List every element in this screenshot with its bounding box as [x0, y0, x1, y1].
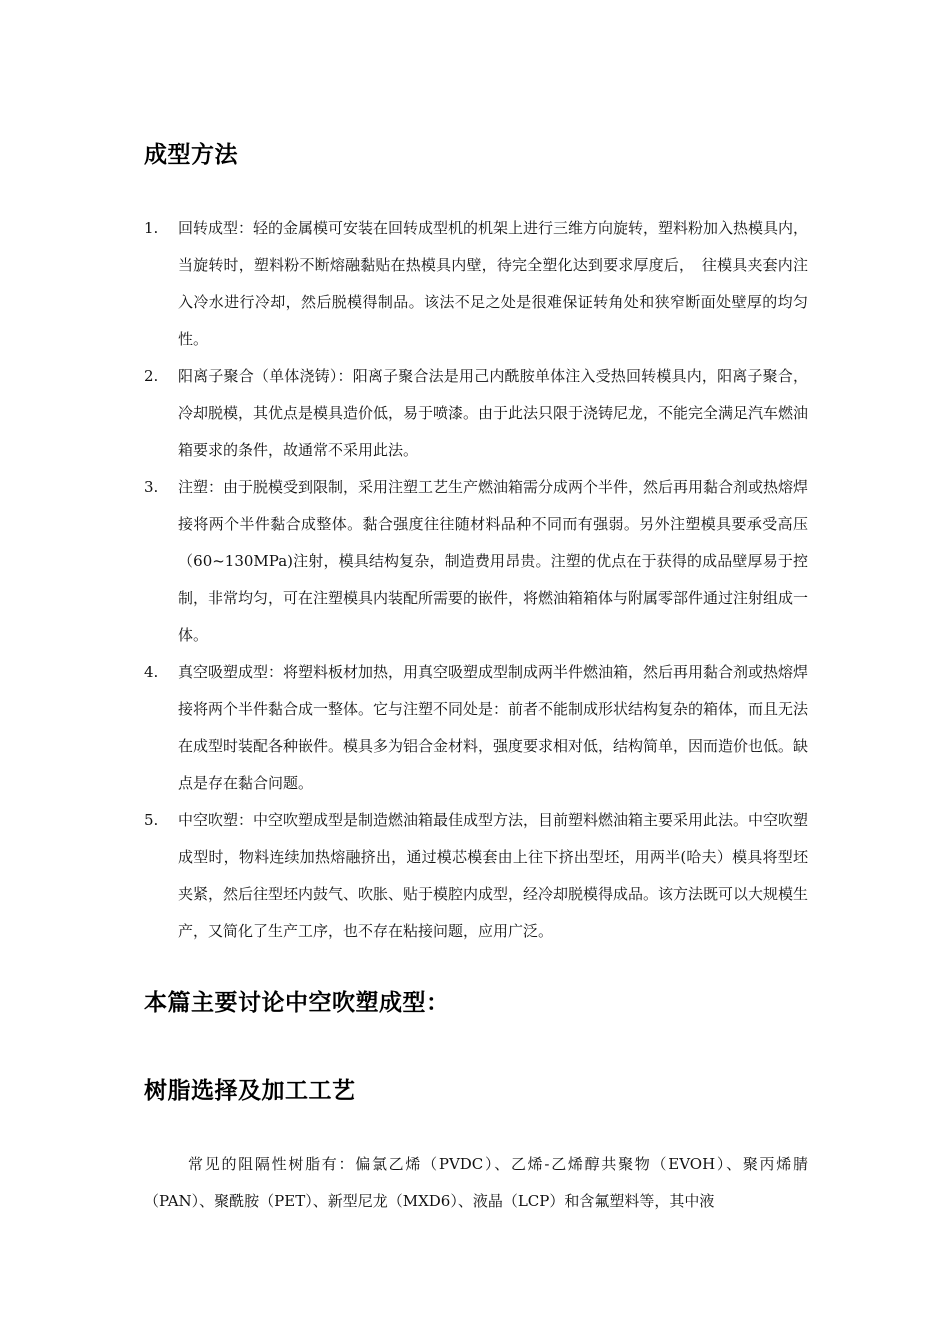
list-item-text: 真空吸塑成型：将塑料板材加热，用真空吸塑成型制成两半件燃油箱，然后再用黏合剂或热熔焊接将两个半件黏合成一整体。它与注塑不同处是：前者不能制成形状结构复杂的箱体，而且无法在成型时装配各种嵌件。模具多为铝合金材料，强度要求相对低，结构简单，因而造价也低。缺点是存在黏合问题。: [178, 663, 809, 792]
list-item-text: 注塑：由于脱模受到限制，采用注塑工艺生产燃油箱需分成两个半件，然后再用黏合剂或热熔焊接将两个半件黏合成整体。黏合强度往往随材料品种不同而有强弱。另外注塑模具要承受高压（60~130MPa)注射，模具结构复杂，制造费用昂贵。注塑的优点在于获得的成品壁厚易于控制，非常均匀，可在注塑模具内装配所需要的嵌件，将燃油箱箱体与附属零部件通过注射组成一体。: [178, 478, 809, 644]
list-item: [144, 358, 808, 469]
list-number: 3.: [144, 478, 159, 496]
list-number: 5.: [144, 811, 159, 829]
list-item: [144, 210, 808, 358]
methods-list: [144, 210, 808, 950]
heading-focus: 本篇主要讨论中空吹塑成型：: [144, 990, 450, 1016]
list-item: [144, 802, 808, 950]
list-item-text: 回转成型：轻的金属模可安装在回转成型机的机架上进行三维方向旋转，塑料粉加入热模具内，当旋转时，塑料粉不断熔融黏贴在热模具内壁，待完全塑化达到要求厚度后， 往模具夹套内注入冷水进行冷却，然后脱模得制品。该法不足之处是很难保证转角处和狭窄断面处壁厚的均匀性。: [178, 219, 809, 348]
list-item-text: 阳离子聚合（单体浇铸）：阳离子聚合法是用己内酰胺单体注入受热回转模具内，阳离子聚合，冷却脱模，其优点是模具造价低，易于喷漆。由于此法只限于浇铸尼龙，不能完全满足汽车燃油箱要求的条件，故通常不采用此法。: [178, 367, 809, 459]
list-number: 1.: [144, 219, 159, 237]
heading-resin-selection: 树脂选择及加工工艺: [144, 1078, 356, 1104]
list-number: 2.: [144, 367, 159, 385]
list-item-text: 中空吹塑：中空吹塑成型是制造燃油箱最佳成型方法，目前塑料燃油箱主要采用此法。中空吹塑成型时，物料连续加热熔融挤出，通过模芯模套由上往下挤出型坯，用两半(哈夫）模具将型坯夹紧，然后往型坯内鼓气、吹胀、贴于模腔内成型，经冷却脱模得成品。该方法既可以大规模生产，又简化了生产工序，也不存在粘接问题，应用广泛。: [178, 811, 809, 940]
heading-molding-methods: 成型方法: [144, 142, 238, 168]
resin-paragraph: 常见的阻隔性树脂有：偏氯乙烯（PVDC）、乙烯-乙烯醇共聚物（EVOH）、聚丙烯腈（PAN）、聚酰胺（PET）、新型尼龙（MXD6）、液晶（LCP）和含氟塑料等，其中液: [144, 1155, 808, 1210]
list-item: [144, 654, 808, 802]
list-number: 4.: [144, 663, 159, 681]
list-item: [144, 469, 808, 654]
